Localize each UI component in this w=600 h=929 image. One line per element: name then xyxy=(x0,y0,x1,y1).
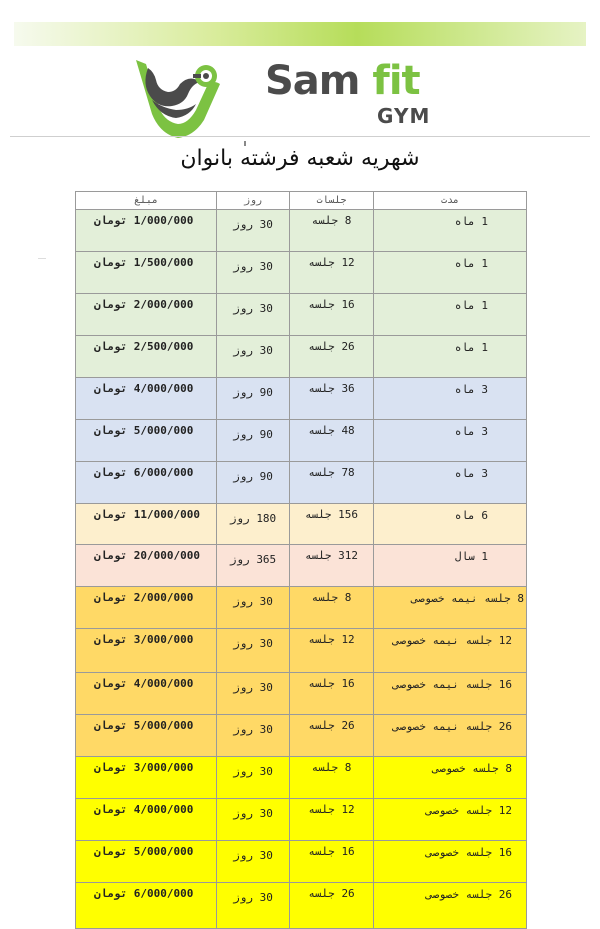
sessions-cell: 16 جلسه xyxy=(290,294,374,336)
days-cell: 30 روز xyxy=(217,210,290,252)
days-cell: 30 روز xyxy=(217,336,290,378)
sessions-cell: 26 جلسه xyxy=(290,336,374,378)
period-cell: 3 ماه xyxy=(374,462,527,504)
period-cell: 1 ماه xyxy=(374,252,527,294)
days-cell: 90 روز xyxy=(217,462,290,504)
price-cell: 5/000/000 تومان xyxy=(76,841,217,883)
period-cell: 16 جلسه خصوصی xyxy=(374,841,527,883)
period-cell: 26 جلسه نیمه خصوصی xyxy=(374,715,527,757)
price-cell: 5/000/000 تومان xyxy=(76,420,217,462)
period-cell: 1 ماه xyxy=(374,294,527,336)
price-cell: 20/000/000 تومان xyxy=(76,545,217,587)
price-cell: 2/000/000 تومان xyxy=(76,587,217,629)
sessions-cell: 16 جلسه xyxy=(290,673,374,715)
table-row xyxy=(76,504,527,545)
sessions-cell: 36 جلسه xyxy=(290,378,374,420)
decorative-dash xyxy=(38,258,46,259)
fee-table xyxy=(75,191,527,929)
price-cell: 3/000/000 تومان xyxy=(76,757,217,799)
period-cell: 6 ماه xyxy=(374,504,527,545)
table-row xyxy=(76,799,527,841)
table-row xyxy=(76,883,527,929)
table-row xyxy=(76,378,527,420)
days-cell: 30 روز xyxy=(217,841,290,883)
period-cell: 1 سال xyxy=(374,545,527,587)
table-row xyxy=(76,629,527,673)
period-cell: 3 ماه xyxy=(374,420,527,462)
period-cell: 3 ماه xyxy=(374,378,527,420)
page-title: شهریه شعبه فرشته بانوان xyxy=(180,146,420,171)
days-cell: 30 روز xyxy=(217,673,290,715)
days-cell: 30 روز xyxy=(217,252,290,294)
logo-sam-text: Sam xyxy=(265,58,360,104)
table-row xyxy=(76,294,527,336)
header-divider xyxy=(10,136,590,137)
sessions-cell: 312 جلسه xyxy=(290,545,374,587)
sessions-cell: 16 جلسه xyxy=(290,841,374,883)
header-days: روز xyxy=(217,192,290,210)
sessions-cell: 12 جلسه xyxy=(290,252,374,294)
days-cell: 30 روز xyxy=(217,757,290,799)
sessions-cell: 156 جلسه xyxy=(290,504,374,545)
sessions-cell: 12 جلسه xyxy=(290,629,374,673)
days-cell: 30 روز xyxy=(217,715,290,757)
table-row xyxy=(76,757,527,799)
period-cell: 16 جلسه نیمه خصوصی xyxy=(374,673,527,715)
period-cell: 26 جلسه خصوصی xyxy=(374,883,527,929)
table-row xyxy=(76,841,527,883)
days-cell: 90 روز xyxy=(217,378,290,420)
period-cell: 8 جلسه خصوصی xyxy=(374,757,527,799)
fee-table-header xyxy=(76,192,527,210)
period-cell: 12 جلسه خصوصی xyxy=(374,799,527,841)
period-cell: 12 جلسه نیمه خصوصی xyxy=(374,629,527,673)
sessions-cell: 26 جلسه xyxy=(290,715,374,757)
table-row xyxy=(76,545,527,587)
price-cell: 2/500/000 تومان xyxy=(76,336,217,378)
header-sessions: جلسات xyxy=(290,192,374,210)
price-cell: 11/000/000 تومان xyxy=(76,504,217,545)
price-cell: 1/000/000 تومان xyxy=(76,210,217,252)
sessions-cell: 8 جلسه xyxy=(290,210,374,252)
table-row xyxy=(76,587,527,629)
flexed-arm-logo-icon xyxy=(130,54,226,140)
logo-fit-text: fit xyxy=(372,58,420,104)
price-cell: 3/000/000 تومان xyxy=(76,629,217,673)
table-row xyxy=(76,462,527,504)
price-cell: 5/000/000 تومان xyxy=(76,715,217,757)
header-gradient-bar xyxy=(14,22,586,46)
sessions-cell: 26 جلسه xyxy=(290,883,374,929)
table-row xyxy=(76,420,527,462)
days-cell: 30 روز xyxy=(217,294,290,336)
sessions-cell: 8 جلسه xyxy=(290,587,374,629)
price-cell: 6/000/000 تومان xyxy=(76,462,217,504)
days-cell: 365 روز xyxy=(217,545,290,587)
price-cell: 1/500/000 تومان xyxy=(76,252,217,294)
table-row xyxy=(76,715,527,757)
days-cell: 30 روز xyxy=(217,799,290,841)
header-price: مبلغ xyxy=(76,192,217,210)
period-cell: 8 جلسه نیمه خصوصی xyxy=(374,587,527,629)
table-row xyxy=(76,210,527,252)
samfit-logo xyxy=(130,52,470,142)
sessions-cell: 12 جلسه xyxy=(290,799,374,841)
table-row xyxy=(76,673,527,715)
period-cell: 1 ماه xyxy=(374,336,527,378)
table-row xyxy=(76,252,527,294)
price-cell: 4/000/000 تومان xyxy=(76,378,217,420)
price-cell: 6/000/000 تومان xyxy=(76,883,217,929)
period-cell: 1 ماه xyxy=(374,210,527,252)
price-cell: 4/000/000 تومان xyxy=(76,799,217,841)
price-cell: 4/000/000 تومان xyxy=(76,673,217,715)
logo-gym-text: GYM xyxy=(377,104,431,128)
days-cell: 180 روز xyxy=(217,504,290,545)
sessions-cell: 8 جلسه xyxy=(290,757,374,799)
sessions-cell: 48 جلسه xyxy=(290,420,374,462)
days-cell: 30 روز xyxy=(217,587,290,629)
price-cell: 2/000/000 تومان xyxy=(76,294,217,336)
header-period: مدت xyxy=(374,192,527,210)
days-cell: 30 روز xyxy=(217,629,290,673)
days-cell: 30 روز xyxy=(217,883,290,929)
table-row xyxy=(76,336,527,378)
sessions-cell: 78 جلسه xyxy=(290,462,374,504)
days-cell: 90 روز xyxy=(217,420,290,462)
